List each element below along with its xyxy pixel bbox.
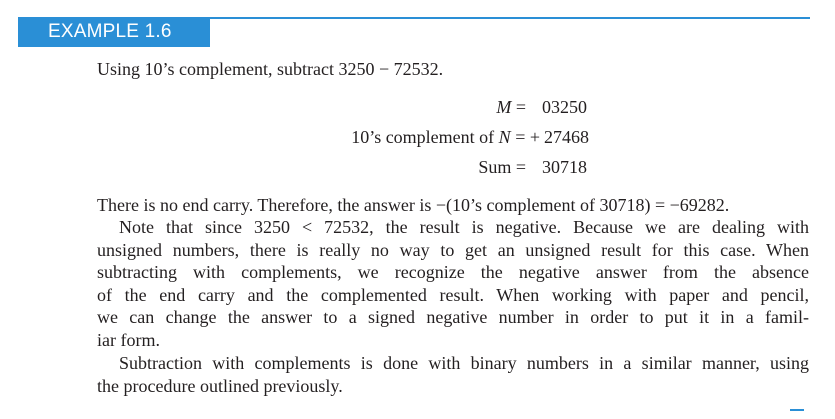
paragraph-line: the procedure outlined previously. — [97, 375, 343, 396]
paragraph-line: Note that since 3250 < 72532, the result is negative. Because we are dealing with — [119, 217, 809, 237]
paragraph-result — [97, 194, 809, 217]
calc-value-m: 03250 — [542, 97, 587, 117]
header-rule — [210, 17, 810, 19]
paragraph-note — [97, 216, 809, 352]
paragraph-binary — [97, 352, 809, 397]
paragraph-line: unsigned numbers, there is really no way to get an unsigned result for this case. When — [97, 239, 809, 260]
calc-row-sum — [0, 156, 526, 178]
example-banner — [18, 17, 210, 47]
calc-row-m — [0, 96, 526, 118]
paragraph-line: There is no end carry. Therefore, the answer is −(10’s complement of 30718) = −69282. — [97, 195, 730, 215]
example-intro: Using 10’s complement, subtract 3250 − 72532. — [97, 59, 444, 79]
paragraph-line: Subtraction with complements is done with binary numbers in a similar manner, using — [119, 353, 809, 373]
paragraph-line: of the end carry and the complemented result. When working with paper and pencil, — [97, 284, 809, 305]
calc-value-sum: 30718 — [542, 157, 587, 177]
example-title: EXAMPLE 1.6 — [48, 21, 172, 42]
calc-label-sum: Sum = — [478, 157, 526, 177]
calc-row-complement — [0, 126, 540, 148]
page-corner-mark — [790, 409, 804, 411]
paragraph-line: subtracting with complements, we recognize the negative answer from the absence — [97, 262, 809, 283]
paragraph-line: iar form. — [97, 329, 160, 350]
paragraph-line: we can change the answer to a signed negative number in order to put it in a famil- — [97, 307, 809, 328]
calc-value-complement: 27468 — [544, 127, 589, 147]
calc-label-m: M = — [496, 97, 526, 117]
calc-label-complement: 10’s complement of N = + — [351, 127, 540, 147]
